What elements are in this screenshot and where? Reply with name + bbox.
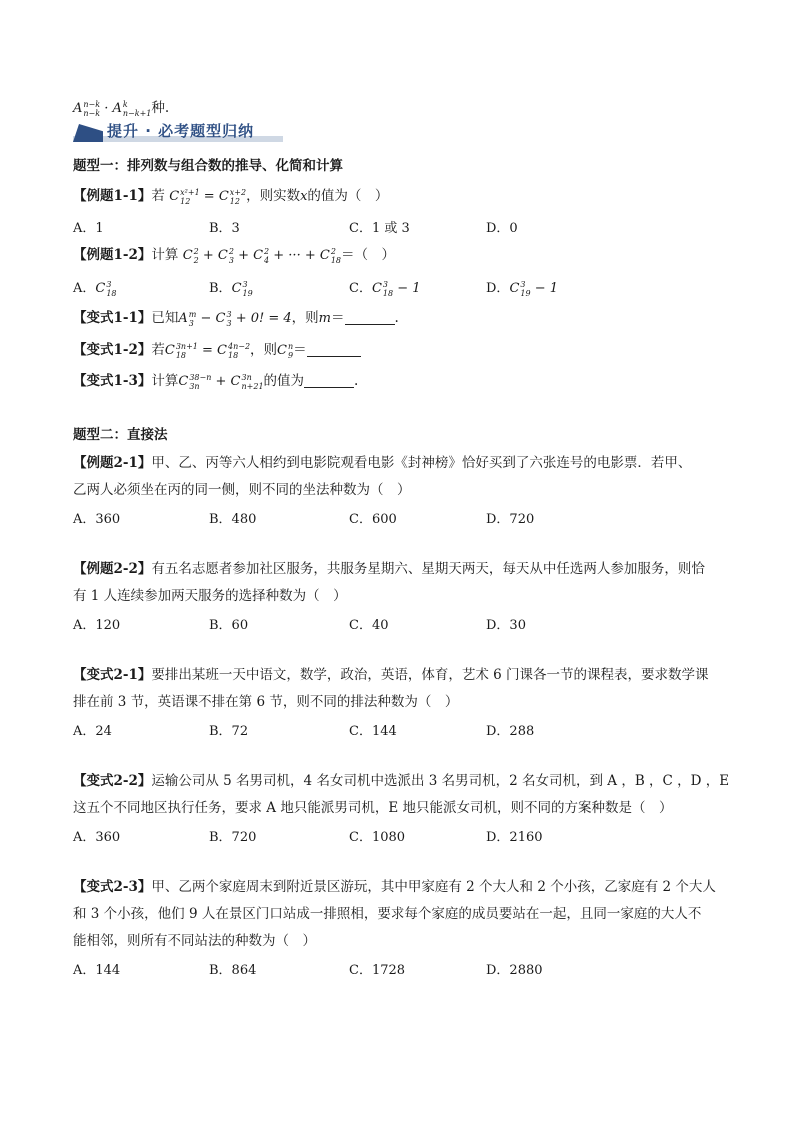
question-tag: 【变式1-3】 <box>73 373 152 389</box>
options-25 <box>73 959 713 979</box>
option-a[interactable]: A．144 <box>73 963 121 978</box>
option-c[interactable]: C．600 <box>349 512 397 527</box>
option-c[interactable]: C．1 或 3 <box>349 221 410 236</box>
question-tag: 【变式2-3】 <box>73 879 152 895</box>
option-label: A． <box>73 281 96 296</box>
options-21 <box>73 508 713 528</box>
question-text: ＝（ ） <box>341 247 395 263</box>
option-c[interactable]: C．1728 <box>349 963 406 978</box>
question-21-line2: 乙两人必须坐在丙的同一侧，则不同的坐法种数为（ ） <box>73 482 411 498</box>
options-24 <box>73 826 713 846</box>
question-v13: 【变式1-3】计算C 38−n 3n + C 3n n+21 的值为 . <box>73 372 359 391</box>
question-text: 甲、乙、丙等六人相约到电影院观看电影《封神榜》恰好买到了六张连号的电影票．若甲、 <box>151 455 692 471</box>
question-tag: 【变式2-2】 <box>73 773 152 789</box>
formula: A m 3 − C 3 3 + 0! = 4 <box>178 309 292 328</box>
question-tag: 【例题2-2】 <box>73 561 152 577</box>
question-text: 的值为 <box>263 373 305 389</box>
question-24-line2: 这五个不同地区执行任务，要求 A 地只能派男司机，E 地只能派女司机，则不同的方案种数是（ ） <box>73 800 673 816</box>
option-c[interactable]: C．40 <box>349 618 389 633</box>
option-d[interactable]: D．0 <box>486 221 518 236</box>
question-tag: 【例题1-2】 <box>73 247 152 263</box>
option-b[interactable]: B．72 <box>209 724 249 739</box>
question-22-line1 <box>73 559 705 579</box>
section1-title: 题型一：排列数与组合数的推导、化简和计算 <box>73 158 343 174</box>
option-d[interactable]: D．2160 <box>486 830 543 845</box>
option-c[interactable]: C．144 <box>349 724 397 739</box>
option-d[interactable]: D．C 3 19 − 1 <box>486 279 559 298</box>
question-24-line1 <box>73 771 729 791</box>
option-a[interactable]: A．C 3 18 <box>73 279 117 298</box>
question-v12 <box>73 340 361 361</box>
question-text: 要排出某班一天中语文，数学，政治，英语，体育，艺术 6 门课各一节的课程表，要求数学课 <box>151 667 709 683</box>
question-tag: 【例题1-1】 <box>73 188 152 204</box>
question-text: 的值为（ ） <box>307 188 389 204</box>
question-text: ，则实数 <box>246 188 301 204</box>
option-d[interactable]: D．30 <box>486 618 526 633</box>
formula: C n 9 <box>277 341 294 360</box>
question-text: 若 <box>151 188 165 204</box>
option-d[interactable]: D．720 <box>486 512 535 527</box>
variable: m <box>318 311 331 326</box>
option-b[interactable]: B．720 <box>209 830 257 845</box>
question-text: ＝ <box>293 342 307 358</box>
option-label: D． <box>486 281 510 296</box>
answer-blank[interactable] <box>304 373 354 388</box>
options-22 <box>73 614 713 634</box>
option-a[interactable]: A．360 <box>73 512 121 527</box>
option-b[interactable]: B．480 <box>209 512 257 527</box>
question-tag: 【变式1-1】 <box>73 310 152 326</box>
question-25-line1 <box>73 877 716 897</box>
option-b[interactable]: B．864 <box>209 963 257 978</box>
formula: C 2 2 + C 2 3 + C 2 4 + ··· + C 2 18 <box>182 246 341 265</box>
option-label: C． <box>349 281 372 296</box>
question-23-line1 <box>73 665 709 685</box>
question-v11: 【变式1-1】已知A m 3 − C 3 3 + 0! = 4，则m＝ . <box>73 309 399 328</box>
option-c[interactable]: C．C 3 18 − 1 <box>349 279 421 298</box>
option-b[interactable]: B．C 3 19 <box>209 279 253 298</box>
option-a[interactable]: A．360 <box>73 830 121 845</box>
question-text: 已知 <box>151 310 179 326</box>
formula-fragment: A n−k n−k · A k n−k+1 <box>73 99 152 118</box>
question-text: 甲、乙两个家庭周末到附近景区游玩，其中甲家庭有 2 个大人和 2 个小孩，乙家庭有 2 个大人 <box>151 879 716 895</box>
option-a[interactable]: A．120 <box>73 618 121 633</box>
question-tag: 【变式2-1】 <box>73 667 152 683</box>
question-text: 运输公司从 5 名男司机，4 名女司机中选派出 3 名男司机，2 名女司机，到 A ，B ，C ，D ，E <box>151 773 730 789</box>
section-banner <box>73 120 303 144</box>
variable: x <box>300 189 308 204</box>
question-ex12 <box>73 245 395 266</box>
option-a[interactable]: A．24 <box>73 724 112 739</box>
option-b[interactable]: B．3 <box>209 221 240 236</box>
options-ex11 <box>73 217 713 237</box>
question-23-line2: 排在前 3 节，英语课不排在第 6 节，则不同的排法种数为（ ） <box>73 694 459 710</box>
question-22-line2: 有 1 人连续参加两天服务的选择种数为（ ） <box>73 588 347 604</box>
formula: C 38−n 3n + C 3n n+21 <box>178 372 264 391</box>
question-ex11 <box>73 186 388 207</box>
formula: C x²+1 12 = C x+2 12 <box>169 187 247 206</box>
question-text: 计算 <box>151 247 179 263</box>
question-tag: 【变式1-2】 <box>73 342 152 358</box>
options-23 <box>73 720 713 740</box>
options-ex12 <box>73 277 713 297</box>
option-label: B． <box>209 281 232 296</box>
option-a[interactable]: A．1 <box>73 221 104 236</box>
fragment-suffix: 种. <box>151 100 170 116</box>
option-d[interactable]: D．288 <box>486 724 535 739</box>
question-25-line2: 和 3 个小孩，他们 9 人在景区门口站成一排照相，要求每个家庭的成员要站在一起，且同一家庭的大人不 <box>73 906 702 922</box>
top-fragment <box>73 98 169 119</box>
question-text: ，则 <box>250 342 278 358</box>
question-text: 若 <box>151 342 165 358</box>
question-25-line3: 能相邻，则所有不同站法的种数为（ ） <box>73 933 316 949</box>
banner-title: 提升 · 必考题型归纳 <box>107 122 255 140</box>
option-d[interactable]: D．2880 <box>486 963 543 978</box>
question-21-line1 <box>73 453 691 473</box>
question-text: 有五名志愿者参加社区服务，共服务星期六、星期天两天，每天从中任选两人参加服务，则恰 <box>151 561 705 577</box>
answer-blank[interactable] <box>307 342 361 357</box>
formula: C 3n+1 18 = C 4n−2 18 <box>164 341 251 360</box>
section2-title: 题型二：直接法 <box>73 427 168 443</box>
question-text: ＝ <box>331 310 345 326</box>
question-text: ，则 <box>291 310 319 326</box>
banner-arrow-icon <box>73 124 103 142</box>
option-b[interactable]: B．60 <box>209 618 249 633</box>
question-tag: 【例题2-1】 <box>73 455 152 471</box>
answer-blank[interactable] <box>345 310 395 325</box>
question-text: 计算 <box>151 373 179 389</box>
option-c[interactable]: C．1080 <box>349 830 406 845</box>
